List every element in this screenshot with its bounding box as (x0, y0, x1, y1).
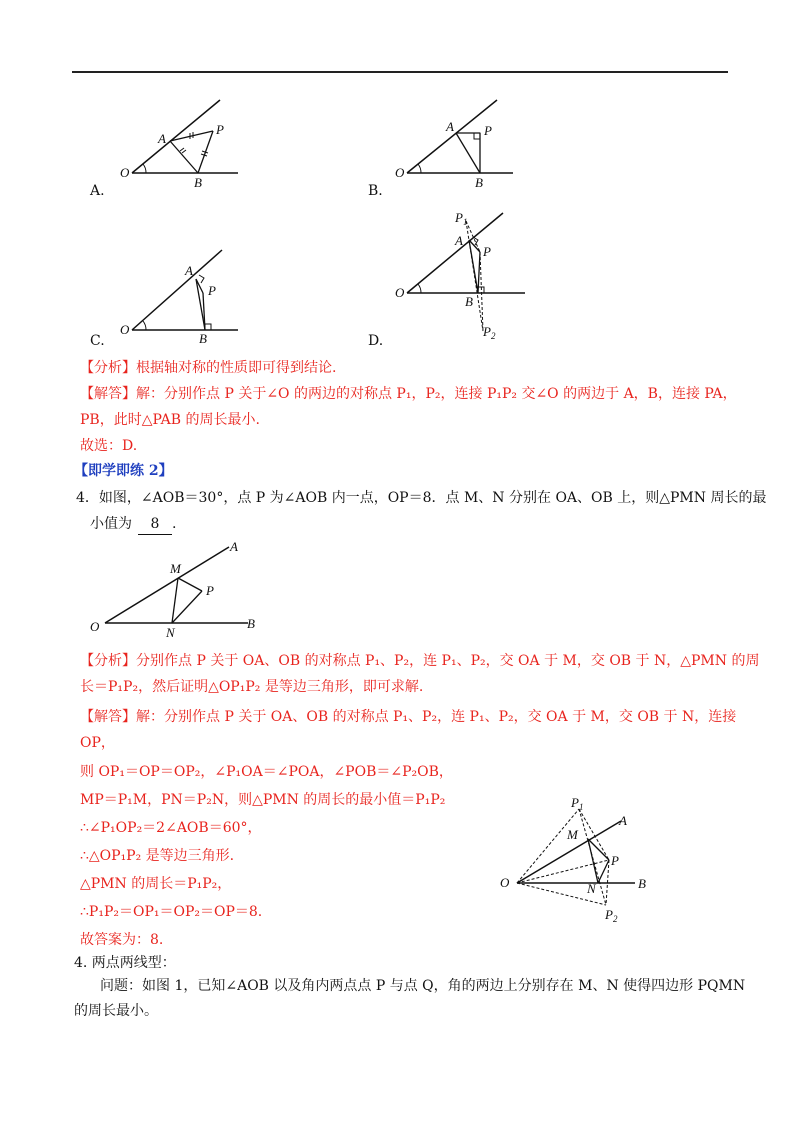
label-p: P (208, 283, 216, 298)
q4-stem-line-1: 4．如图，∠AOB＝30°，点 P 为∠AOB 内一点，OP＝8．点 M、N 分别在 OA、OB 上，则△PMN 周长的最 (76, 490, 767, 506)
q4-step-6: ∴P₁P₂＝OP₁＝OP₂＝OP＝8. (80, 904, 263, 920)
section-problem-line-1: 问题：如图 1，已知∠AOB 以及角内两点点 P 与点 Q，角的两边上分别存在 M、N 使得四边形 PQMN (100, 978, 746, 994)
q4-solution-line-1: 【解答】解：分别作点 P 关于 OA、OB 的对称点 P₁、P₂，连 P₁、P₂，交 OA 于 M，交 OB 于 N，连接 (80, 709, 737, 725)
label-p2: P (605, 907, 613, 922)
q4-step-3: ∴∠P₁OP₂＝2∠AOB＝60°， (80, 820, 262, 836)
label-o: O (500, 875, 510, 890)
q4-step-4: ∴△OP₁P₂ 是等边三角形. (80, 848, 235, 864)
label-b: B (247, 616, 255, 631)
label-b: B (465, 294, 473, 309)
header-rule (72, 71, 728, 73)
figure-q4-solution (495, 795, 665, 925)
q4-stem-text: 小值为 (90, 516, 132, 532)
label-o: O (395, 285, 405, 300)
label-p1: P (571, 795, 579, 810)
label-p1-sub: 1 (579, 802, 584, 812)
label-n: N (166, 625, 175, 640)
label-a: A (455, 233, 463, 248)
label-o: O (90, 619, 100, 634)
option-d-label: D. (368, 333, 384, 349)
label-o: O (120, 165, 130, 180)
q4-step-1: 则 OP₁＝OP＝OP₂，∠P₁OA＝∠POA，∠POB＝∠P₂OB， (80, 764, 453, 780)
option-a-label: A. (90, 183, 105, 199)
q4-analysis-line-1: 【分析】分别作点 P 关于 OA、OB 的对称点 P₁、P₂，连 P₁、P₂，交 OA 于 M，交 OB 于 N，△PMN 的周 (80, 653, 760, 669)
q4-analysis-line-2: 长＝P₁P₂，然后证明△OP₁P₂ 是等边三角形，即可求解. (80, 679, 424, 695)
q4-stem-end: . (172, 516, 177, 532)
label-p2: P (483, 324, 491, 339)
label-p: P (484, 123, 492, 138)
label-a: A (185, 263, 193, 278)
label-a: A (158, 131, 166, 146)
q4-answer-blank: 8 (138, 514, 172, 535)
q3-analysis: 【分析】根据轴对称的性质即可得到结论. (80, 360, 337, 376)
section-problem-line-2: 的周长最小。 (74, 1003, 158, 1019)
label-p: P (483, 244, 491, 259)
label-p: P (206, 583, 214, 598)
label-o: O (120, 322, 130, 337)
q3-solution-line-2: PB，此时△PAB 的周长最小. (80, 412, 260, 428)
label-o: O (395, 165, 405, 180)
figure-option-c (110, 245, 260, 345)
label-p: P (216, 122, 224, 137)
label-p2-sub: 2 (613, 914, 618, 924)
label-a: A (619, 813, 627, 828)
label-p: P (611, 853, 619, 868)
figure-option-b (385, 95, 535, 195)
label-m: M (567, 827, 578, 842)
label-p1: P (455, 210, 463, 225)
label-b: B (199, 331, 207, 346)
q4-step-2: MP＝P₁M，PN＝P₂N，则△PMN 的周长的最小值＝P₁P₂ (80, 792, 446, 808)
label-b: B (194, 175, 202, 190)
option-c-label: C. (90, 333, 105, 349)
label-b: B (475, 175, 483, 190)
figure-option-a (110, 95, 260, 195)
q4-stem-line-2 (90, 514, 176, 535)
label-a: A (230, 539, 238, 554)
label-b: B (638, 876, 646, 891)
label-a: A (446, 119, 454, 134)
figure-q4 (85, 535, 275, 640)
q4-final-answer: 故答案为：8. (80, 932, 164, 948)
label-m: M (170, 561, 181, 576)
option-b-label: B. (368, 183, 383, 199)
q3-choice: 故选：D. (80, 438, 138, 454)
q3-solution-line-1: 【解答】解：分别作点 P 关于∠O 的两边的对称点 P₁，P₂，连接 P₁P₂ 交∠O 的两边于 A，B，连接 PA， (80, 386, 737, 402)
section-title: 4. 两点两线型： (74, 955, 176, 971)
q4-step-5: △PMN 的周长＝P₁P₂， (80, 876, 232, 892)
figure-option-d (385, 208, 535, 343)
q4-solution-line-2: OP， (80, 735, 115, 751)
label-n: N (587, 881, 596, 896)
label-p2-sub: 2 (491, 331, 496, 341)
label-p1-sub: 1 (463, 217, 468, 227)
practice-heading: 【即学即练 2】 (74, 463, 173, 479)
